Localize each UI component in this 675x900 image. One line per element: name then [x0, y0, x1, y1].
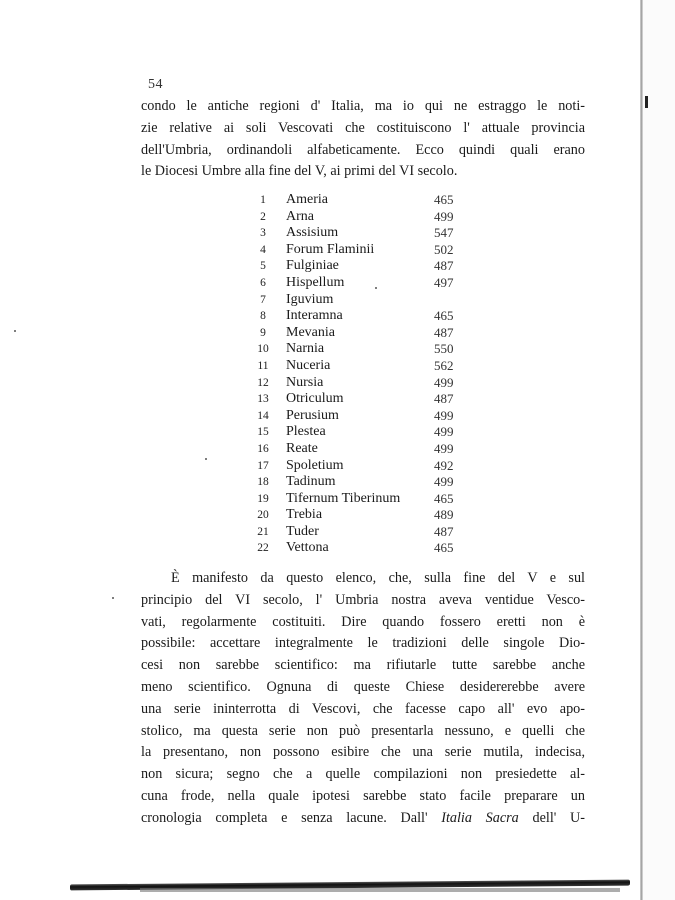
- diocese-year: 465: [434, 308, 454, 324]
- diocese-number: 7: [260, 293, 266, 306]
- scan-speck: [112, 597, 114, 599]
- outro-line: non sicura; segno che a quelle compilazioni non presiedette al-: [141, 766, 585, 783]
- diocese-name: Forum Flaminii: [286, 241, 375, 257]
- diocese-name: Plestea: [286, 424, 326, 440]
- diocese-number: 18: [257, 476, 269, 489]
- diocese-name: Hispellum: [286, 274, 345, 290]
- diocese-name: Tuder: [286, 523, 319, 539]
- diocese-row: [250, 524, 490, 541]
- diocese-name: Perusium: [286, 407, 339, 423]
- diocese-name: Otriculum: [286, 391, 344, 407]
- diocese-row: [250, 441, 490, 458]
- last-line-end: dell' U-: [518, 809, 585, 826]
- scan-mark: [645, 96, 648, 108]
- outro-line: vati, regolarmente costituiti. Dire quando fossero eretti non è: [141, 613, 585, 630]
- outro-line: cuna frode, nella quale ipotesi sarebbe stato facile preparare un: [141, 787, 585, 804]
- diocese-row: [250, 325, 490, 342]
- diocese-number: 1: [260, 194, 266, 206]
- diocese-name: Trebia: [286, 507, 323, 523]
- scan-bottom-shadow: [140, 888, 620, 892]
- scan-speck: [205, 458, 207, 460]
- diocese-year: 502: [434, 241, 454, 257]
- diocese-number: 12: [257, 376, 269, 389]
- outro-last-line: [141, 808, 585, 830]
- diocese-number: 15: [257, 426, 269, 439]
- diocese-row: [250, 458, 490, 475]
- outro-line: una serie ininterrotta di Vescovi, che facesse capo all' evo apo-: [141, 700, 585, 717]
- diocese-row: [250, 424, 490, 441]
- diocese-row: [250, 225, 490, 242]
- diocese-year: 487: [434, 391, 454, 407]
- scan-speck: [14, 330, 16, 332]
- diocese-number: 20: [257, 509, 269, 522]
- diocese-number: 5: [260, 260, 266, 273]
- diocese-number: 2: [260, 210, 266, 223]
- diocese-row: [250, 358, 490, 375]
- diocese-list: [250, 192, 490, 557]
- outro-line: possibile: accettare integralmente le tradizioni delle singole Dio-: [141, 635, 585, 652]
- diocese-year: 487: [434, 258, 454, 274]
- intro-line: le Diocesi Umbre alla fine del V, ai primi del VI secolo.: [141, 163, 458, 180]
- diocese-year: 492: [434, 457, 454, 473]
- diocese-row: [250, 308, 490, 325]
- diocese-number: 14: [257, 409, 269, 422]
- diocese-name: Arna: [286, 208, 314, 224]
- diocese-name: Ameria: [286, 192, 328, 207]
- diocese-number: 8: [260, 310, 266, 323]
- diocese-year: 489: [434, 507, 454, 523]
- intro-line: condo le antiche regioni d' Italia, ma io qui ne estraggo le noti-: [141, 98, 585, 114]
- diocese-row: [250, 258, 490, 275]
- diocese-row: [250, 391, 490, 408]
- diocese-name: Fulginiae: [286, 258, 339, 274]
- diocese-row: [250, 192, 490, 209]
- diocese-year: 499: [434, 407, 454, 423]
- diocese-year: 499: [434, 424, 454, 440]
- outro-line: È manifesto da questo elenco, che, sulla fine del V e sul: [171, 570, 585, 586]
- diocese-row: [250, 540, 490, 557]
- diocese-year: 550: [434, 341, 454, 357]
- diocese-name: Interamna: [286, 308, 343, 324]
- diocese-year: 487: [434, 523, 454, 539]
- diocese-number: 3: [260, 227, 266, 240]
- diocese-row: [250, 341, 490, 358]
- diocese-name: Nuceria: [286, 357, 331, 373]
- diocese-name: Spoletium: [286, 457, 344, 473]
- intro-line: dell'Umbria, ordinandoli alfabeticamente. Ecco quindi quali erano: [141, 141, 585, 158]
- diocese-name: Tifernum Tiberinum: [286, 490, 401, 506]
- diocese-year: 497: [434, 274, 454, 290]
- diocese-year: 487: [434, 324, 454, 340]
- diocese-number: 16: [257, 442, 269, 455]
- diocese-row: [250, 275, 490, 292]
- page-number: 54: [148, 77, 163, 92]
- diocese-year: 547: [434, 225, 454, 241]
- diocese-number: 19: [257, 492, 269, 505]
- scan-right-margin: [643, 0, 675, 900]
- italia-sacra-title: Italia Sacra: [441, 809, 519, 826]
- diocese-name: Mevania: [286, 324, 335, 340]
- diocese-number: 22: [257, 542, 269, 555]
- diocese-year: 465: [434, 540, 454, 556]
- diocese-row: [250, 209, 490, 226]
- diocese-row: [250, 375, 490, 392]
- scan-binding-edge: [640, 0, 643, 900]
- outro-paragraph: [141, 568, 585, 830]
- diocese-row: [250, 408, 490, 425]
- scan-speck: [375, 287, 377, 289]
- diocese-year: 499: [434, 440, 454, 456]
- diocese-number: 13: [257, 393, 269, 406]
- diocese-name: Iguvium: [286, 291, 334, 307]
- diocese-number: 17: [257, 459, 269, 472]
- diocese-name: Reate: [286, 440, 318, 456]
- diocese-row: [250, 507, 490, 524]
- diocese-name: Narnia: [286, 341, 325, 357]
- diocese-name: Vettona: [286, 540, 329, 556]
- diocese-number: 4: [260, 243, 266, 256]
- outro-line: principio del VI secolo, l' Umbria nostra aveva ventidue Vesco-: [141, 591, 585, 608]
- diocese-year: 562: [434, 357, 454, 373]
- intro-paragraph: [141, 96, 585, 183]
- diocese-year: 465: [434, 192, 454, 207]
- diocese-year: 499: [434, 208, 454, 224]
- diocese-year: 499: [434, 374, 454, 390]
- diocese-row: [250, 491, 490, 508]
- diocese-number: 21: [257, 525, 269, 538]
- outro-line: stolico, ma questa serie non può presentarla nessuno, e quelli che: [141, 722, 585, 739]
- diocese-number: 10: [257, 343, 269, 356]
- diocese-name: Assisium: [286, 225, 339, 241]
- diocese-row: [250, 292, 490, 309]
- diocese-name: Tadinum: [286, 474, 336, 490]
- last-line-text: cronologia completa e senza lacune. Dall': [141, 809, 442, 826]
- diocese-number: 11: [257, 359, 269, 372]
- diocese-row: [250, 474, 490, 491]
- diocese-row: [250, 242, 490, 259]
- outro-line: cesi non sarebbe scientifico: ma rifiutarle tutte sarebbe anche: [141, 657, 585, 674]
- outro-line: meno scientifico. Ognuna di queste Chiese desidererebbe avere: [141, 678, 585, 695]
- outro-line: la presentano, non possono esibire che una serie mutila, indecisa,: [141, 744, 585, 761]
- diocese-year: 499: [434, 474, 454, 490]
- diocese-name: Nursia: [286, 374, 324, 390]
- diocese-year: 465: [434, 490, 454, 506]
- diocese-number: 9: [260, 326, 266, 339]
- diocese-number: 6: [260, 276, 266, 289]
- intro-line: zie relative ai soli Vescovati che costituiscono l' attuale provincia: [141, 119, 585, 136]
